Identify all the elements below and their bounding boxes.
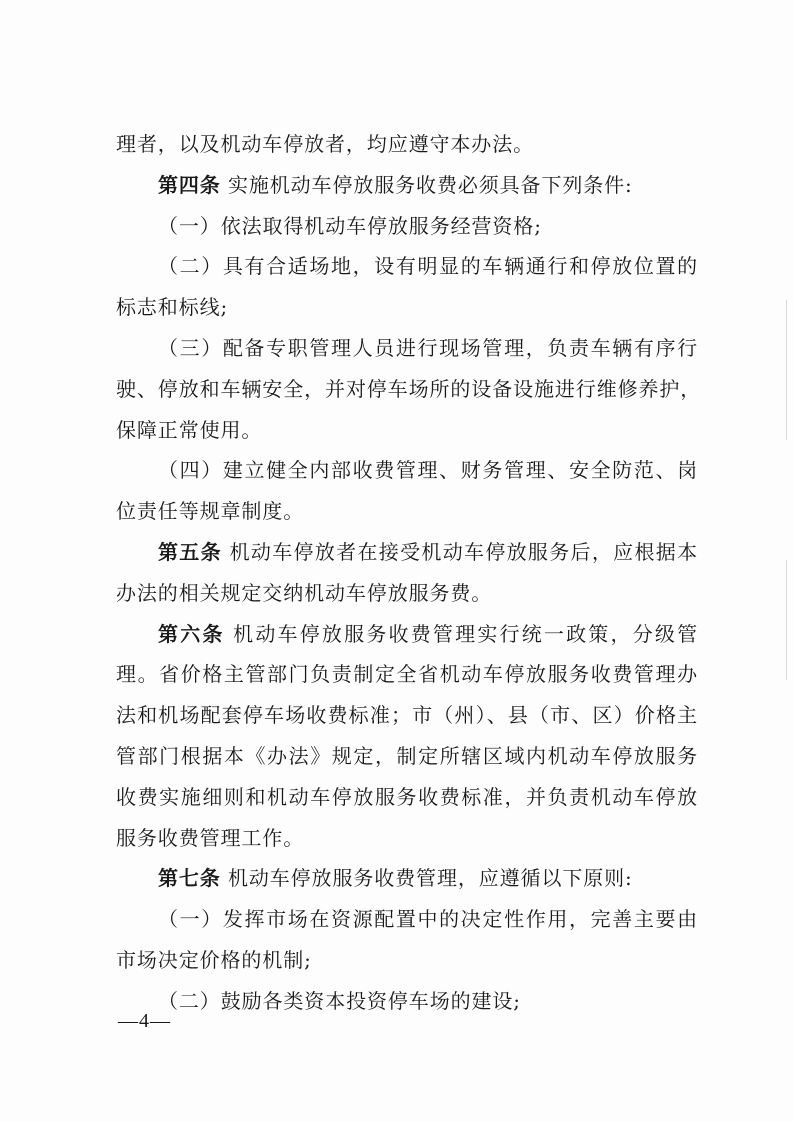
line-text: 理者，以及机动车停放者，均应遵守本办法。	[116, 132, 534, 156]
line-text: 理。省价格主管部门负责制定全省机动车停放服务收费管理办	[116, 662, 698, 687]
text-line	[116, 532, 698, 573]
line-text: （二）具有合适场地，设有明显的车辆通行和停放位置的	[158, 254, 698, 279]
line-text: 市场决定价格的机制;	[116, 947, 312, 972]
line-text: 保障正常使用。	[116, 417, 263, 442]
line-text: 收费实施细则和机动车停放服务收费标准，并负责机动车停放	[116, 784, 698, 809]
article-heading: 第五条	[158, 539, 222, 564]
text-line	[116, 818, 698, 859]
line-text: 驶、停放和车辆安全，并对停车场所的设备设施进行维修养护，	[116, 376, 702, 401]
line-text: （一）依法取得机动车停放服务经营资格;	[158, 213, 542, 238]
line-text: 实施机动车停放服务收费必须具备下列条件:	[220, 172, 633, 197]
line-text: 机动车停放服务收费管理，应遵循以下原则:	[220, 866, 633, 891]
text-line	[116, 573, 698, 614]
scan-edge-mark	[786, 560, 787, 680]
article-heading: 第四条	[158, 172, 221, 197]
article-heading: 第七条	[158, 866, 221, 891]
text-line	[116, 614, 698, 655]
text-line	[116, 410, 698, 451]
text-line	[116, 654, 698, 695]
line-text: （四）建立健全内部收费管理、财务管理、安全防范、岗	[158, 458, 698, 483]
text-line	[116, 940, 698, 981]
text-line	[116, 981, 698, 1022]
line-text: 机动车停放服务收费管理实行统一政策，分级管	[224, 621, 698, 646]
page-number: —4—	[118, 1010, 171, 1032]
text-line	[116, 899, 698, 940]
line-text: 标志和标线;	[116, 295, 229, 320]
text-line	[116, 858, 698, 899]
line-text: （二）鼓励各类资本投资停车场的建设;	[158, 988, 521, 1013]
text-line	[116, 246, 698, 287]
text-line	[116, 328, 698, 369]
line-text: 机动车停放者在接受机动车停放服务后，应根据本	[221, 539, 699, 564]
text-line	[116, 695, 698, 736]
line-text: 管部门根据本《办法》规定，制定所辖区域内机动车停放服务	[116, 743, 698, 768]
text-line	[116, 165, 698, 206]
text-line	[116, 287, 698, 328]
line-text: 位责任等规章制度。	[116, 499, 305, 524]
text-line	[116, 491, 698, 532]
line-text: 服务收费管理工作。	[116, 825, 305, 850]
scan-edge-mark	[786, 300, 787, 440]
text-line	[116, 777, 698, 818]
text-line	[116, 206, 698, 247]
body-text	[116, 124, 702, 1022]
text-line	[116, 736, 698, 777]
line-text: （一）发挥市场在资源配置中的决定性作用，完善主要由	[158, 907, 698, 932]
text-line	[116, 450, 698, 491]
line-text: （三）配备专职管理人员进行现场管理，负责车辆有序行	[158, 335, 698, 360]
article-heading: 第六条	[158, 621, 225, 646]
text-line	[116, 369, 702, 410]
text-line	[116, 124, 698, 165]
line-text: 法和机场配套停车场收费标准；市（州）、县（市、区）价格主	[116, 703, 698, 728]
line-text: 办法的相关规定交纳机动车停放服务费。	[116, 580, 493, 605]
